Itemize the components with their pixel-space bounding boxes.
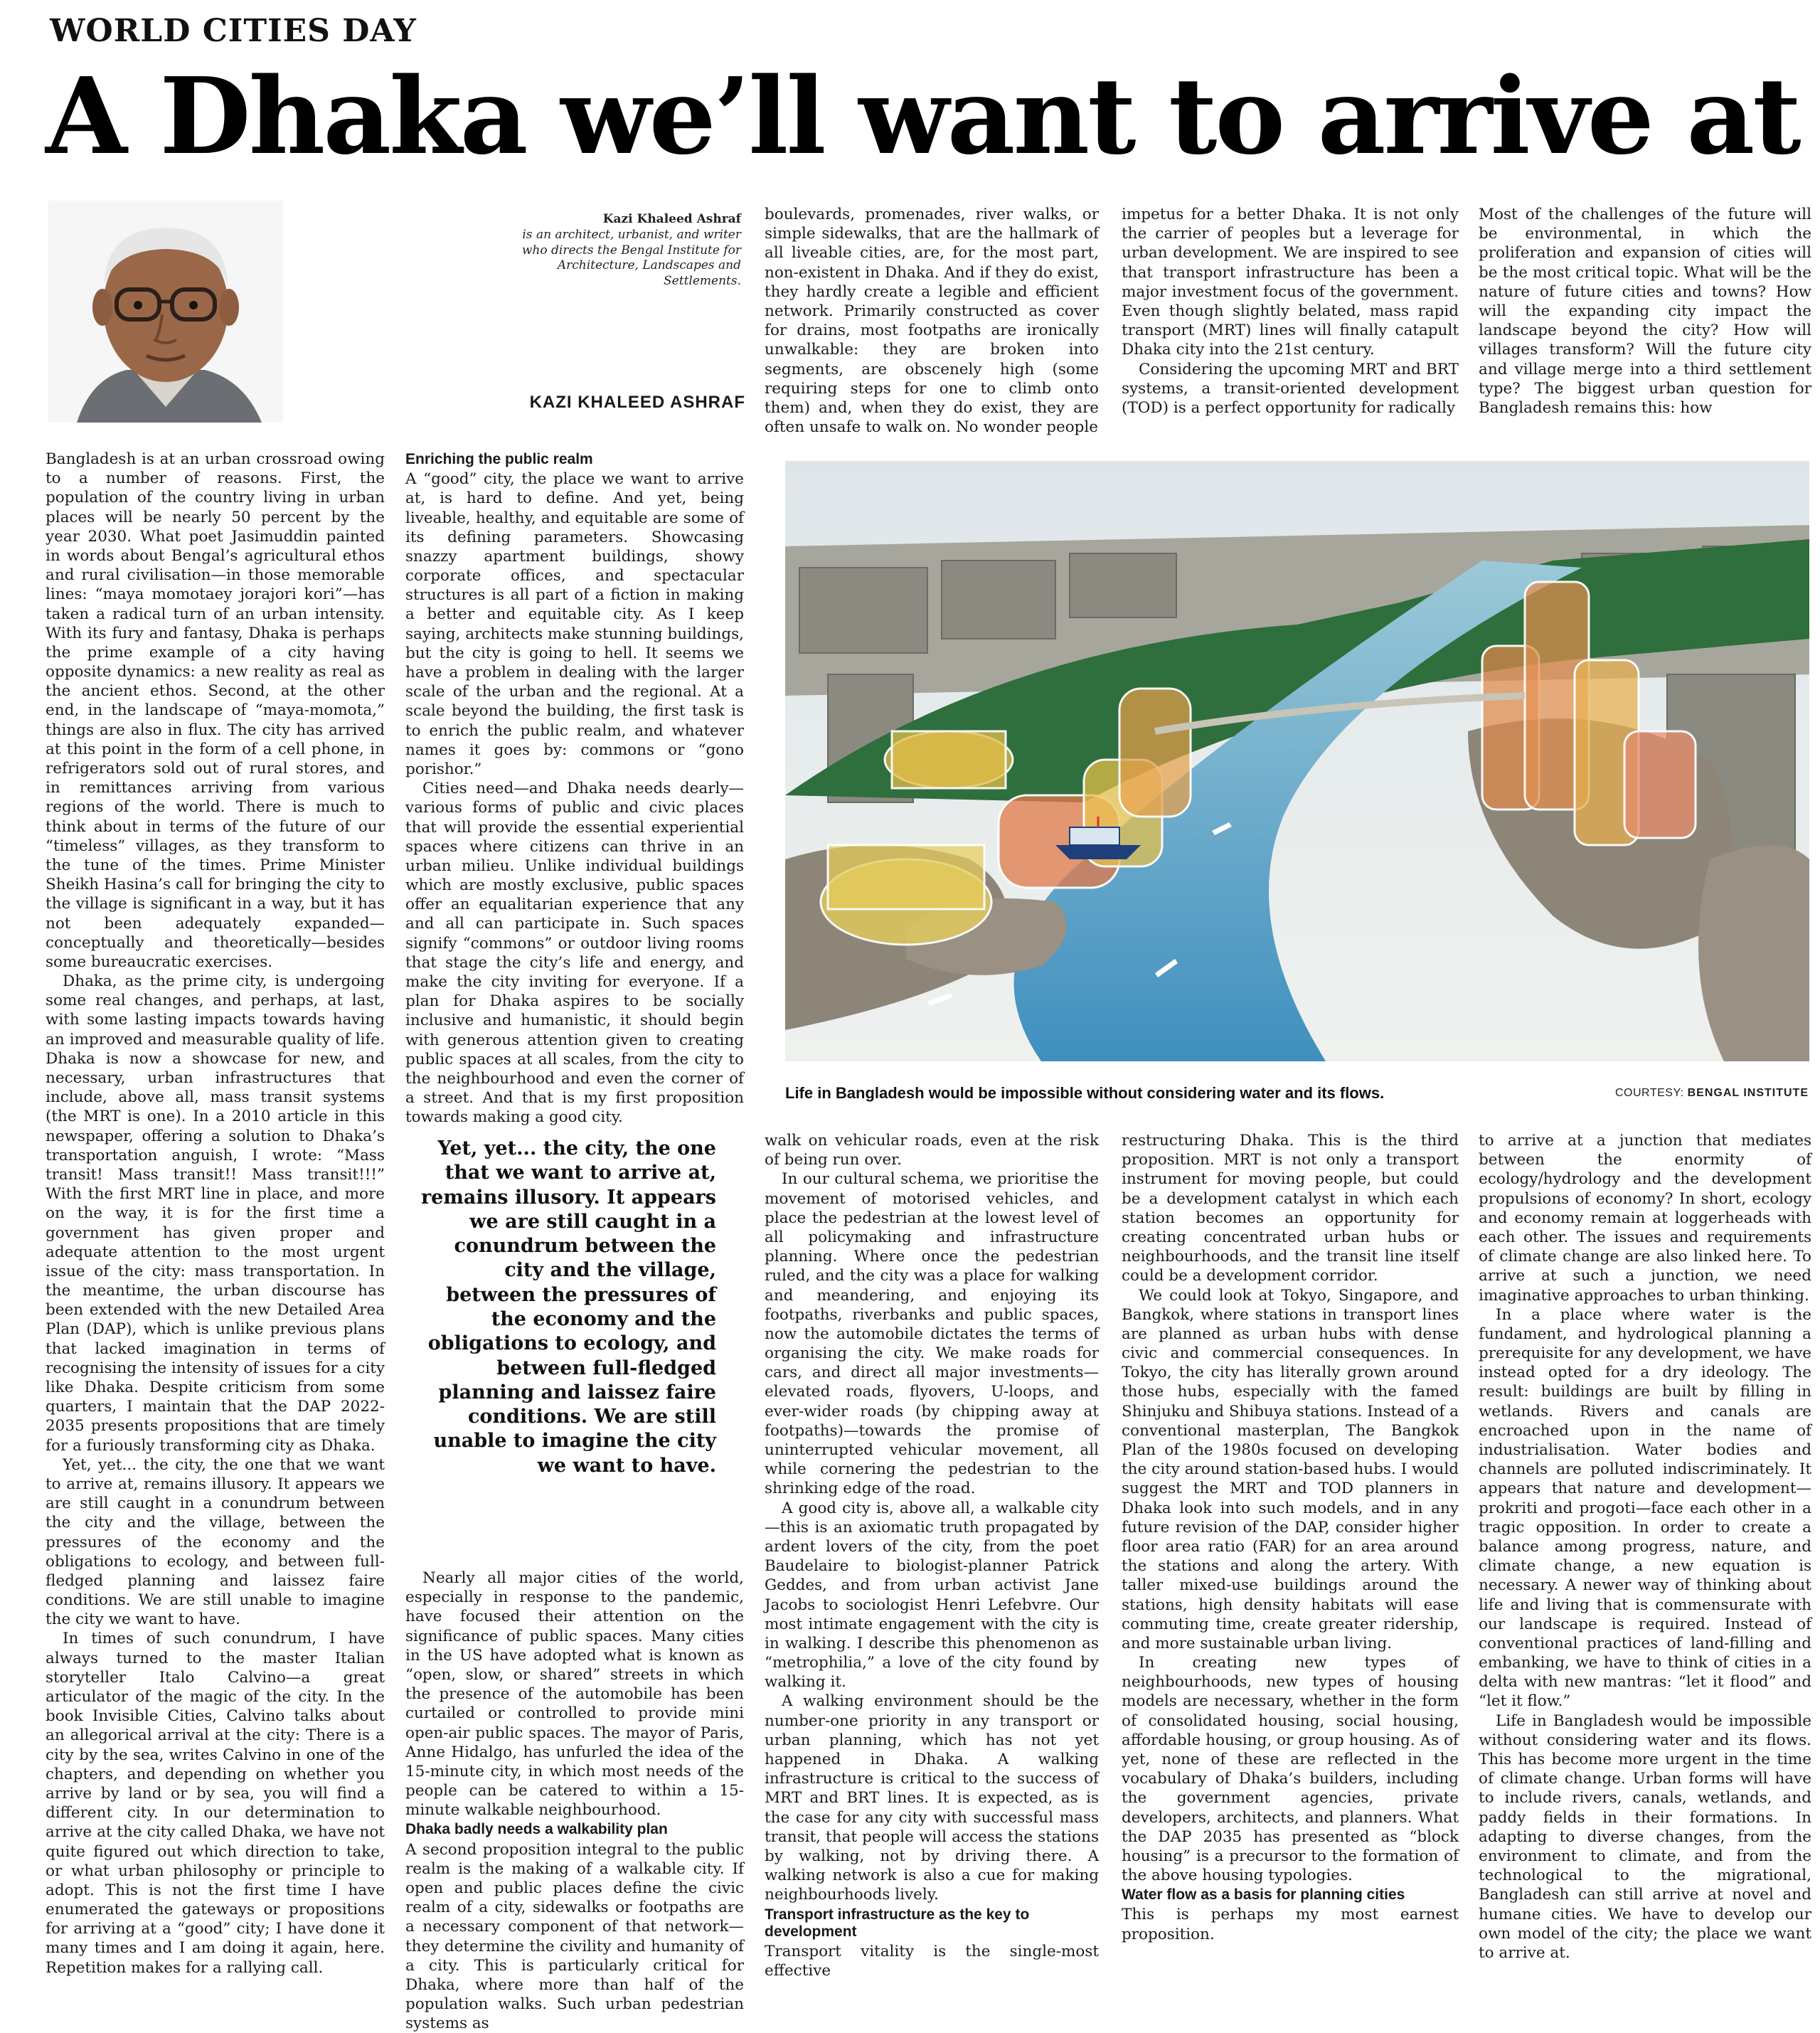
paragraph: In creating new types of neighbourhoods, new types of housing models are necessary, whether in the form of consolidated housing, social housing, affordable housing, or group housing. As of yet, none of these are reflected in the vocabulary of Dhaka’s builders, including the government agencies, private developers, architects, and planners. What the DAP 2035 has presented as “block housing” is a precursor to the formation of the above housing typologies. [1122,1654,1459,1885]
paragraph: restructuring Dhaka. This is the third proposition. MRT is not only a transport instrument for moving people, but could be a development catalyst in which each station becomes an opportunity for creating concentrated urban hubs or neighbourhoods, and the transit line itself could be a development corridor. [1122,1132,1459,1285]
subheading: Water flow as a basis for planning cities [1122,1886,1405,1904]
paragraph: Most of the challenges of the future will be environmental, in which the proliferation and expansion of cities will be the most critical topic. What will be the nature of future cities and towns? How will the expanding city impact the landscape beyond the city? How will villages transform? Will the future city and village merge into a third settlement type? The biggest urban question for Bangladesh remains this: how [1479,206,1811,417]
paragraph: This is perhaps my most earnest proposition. [1122,1906,1459,1943]
author-name: Kazi Khaleed Ashraf [602,212,741,226]
paragraph: In a place where water is the fundament, and hydrological planning a prerequisite for any development, we have instead opted for a dry ideology. The result: buildings are built by filling in wetlands. Rivers and canals are encroached upon in the name of industrialisation. Water bodies and channels are polluted indiscriminately. It appears that nature and development—prokriti and progoti—face each other in a tragic opposition. In order to create a balance among progress, nature, and climate change, a new equation is necessary. A newer way of thinking about life and living that is commensurate with our landscape is required. Instead of conventional practices of land-filling and embanking, we have to think of cities in a delta with new mantras: “let it flood” and “let it flow.” [1479,1305,1811,1711]
column-5-top [1479,205,1811,455]
paragraph: to arrive at a junction that mediates between the enormity of ecology/hydrology and the development propulsions of economy? In short, ecology and economy remain at loggerheads with each other. The issues and requirements of climate change are also linked here. To arrive at such a junction, we need imaginative approaches to urban thinking. [1479,1132,1811,1305]
subheading: Transport infrastructure as the key to development [765,1906,1030,1940]
paragraph: walk on vehicular roads, even at the risk of being run over. [765,1132,1099,1169]
subheading: Dhaka badly needs a walkability plan [405,1821,668,1838]
paragraph: Dhaka, as the prime city, is undergoing some real changes, and perhaps, at last, with some lasting impacts towards having an improved and measurable quality of life. Dhaka is now a showcase for new, and necessary, urban infrastructures that include, above all, mass transit systems (the MRT is one). In a 2010 article in this newspaper, offering a solution to Dhaka’s transportation anguish, I wrote: “Mass transit! Mass transit!! Mass transit!!!” With the first MRT line in place, and more on the way, it is for the first time a government has given proper and adequate attention to the most urgent issue of the city: mass transportation. In the meantime, the urban discourse has been extended with the new Detailed Area Plan (DAP), which is unlike previous plans that lacked imagination in terms of recognising the intensity of issues for a city like Dhaka. Despite criticism from some quarters, I maintain that the DAP 2022-2035 presents propositions that are timely for a furiously transforming city as Dhaka. [46,972,385,1455]
paragraph: We could look at Tokyo, Singapore, and Bangkok, where stations in transport lines are planned as urban hubs with dense civic and commercial consequences. In Tokyo, the city has literally grown around those hubs, especially with the famed Shinjuku and Shibuya stations. Instead of a conventional masterplan, The Bangkok Plan of the 1980s focused on developing the city around station-based hubs. I would suggest the MRT and TOD planners in Dhaka look into such models, and in any future revision of the DAP, consider higher floor area ratio (FAR) for an area around the stations and along the artery. With taller mixed-use buildings around the stations, high density habitats will ease commuting time, create greater ridership, and more sustainable urban living. [1122,1286,1459,1652]
column-5-bottom [1479,1131,1811,1962]
paragraph: Cities need—and Dhaka needs dearly—various forms of public and civic places that will provide the essential experiential spaces where citizens can thrive in an urban milieu. Unlike individual buildings which are mostly exclusive, public spaces offer an equalitarian experience that any and all can participate in. Such spaces signify “commons” or outdoor living rooms that stage the city’s life and energy, and make the city inviting for everyone. If a plan for Dhaka aspires to be socially inclusive and humanistic, it should begin with generous attention given to creating public spaces at all scales, from the city to the neighbourhood and even the corner of a street. And that is my first proposition towards making a good city. [405,780,744,1127]
subheading: Enriching the public realm [405,451,593,467]
author-description: is an architect, urbanist, and writer who directs the Bengal Institute for Architecture, Landscapes and Settlements. [521,227,741,288]
author-photo [48,201,283,423]
pull-quote: Yet, yet... the city, the one that we want to arrive at, remains illusory. It appears we are still caught in a conundrum between the city and the village, between the pressures of the economy and the obligations to ecology, and between full-fledged planning and laissez faire conditions. We are still unable to imagine the city we want to have. [420,1137,716,1477]
paragraph: A walking environment should be the number-one priority in any transport or urban planning, which has not yet happened in Dhaka. A walking infrastructure is critical to the success of MRT and BRT lines. It is expected, as is the case for any city with successful mass transit, that people will access the stations by walking, not by driving there. A walking network is also a cue for making neighbourhoods lively. [765,1692,1099,1904]
paragraph: In our cultural schema, we prioritise the movement of motorised vehicles, and place the pedestrian at the lowest level of all policymaking and infrastructure planning. Where once the pedestrian ruled, and the city was a place for walking and meandering, and enjoying its footpaths, riverbanks and public spaces, now the automobile dictates the terms of organising the city. We make roads for cars, and direct all major investments—elevated roads, flyovers, U-loops, and ever-wider roads (by chipping away at footpaths)—towards the promise of uninterrupted vehicular movement, all while cornering the pedestrian to the shrinking edge of the road. [765,1170,1099,1498]
image-caption: Life in Bangladesh would be impossible without considering water and its flows. [785,1084,1385,1102]
paragraph: A “good” city, the place we want to arrive at, is hard to define. And yet, being liveable, healthy, and equitable are some of its defining parameters. Showcasing snazzy apartment buildings, showy corporate offices, and spectacular structures is all part of a fiction in making a better and equitable city. As I keep saying, architects make stunning buildings, but the city is going to hell. It seems we have a problem in dealing with the larger scale of the urban and the regional. At a scale beyond the building, the first task is to enrich the public realm, and whatever names it goes by: commons or “gono porishor.” [405,470,744,778]
column-2-bottom [405,1568,744,2033]
author-bio [512,212,741,290]
column-4-bottom [1122,1131,1459,1958]
image-credit [1615,1087,1809,1100]
byline: KAZI KHALEED ASHRAF [529,393,745,412]
paragraph: Nearly all major cities of the world, especially in response to the pandemic, have focused their attention on the significance of public spaces. Many cities in the US have adopted what is known as “open, slow, or shared” streets in which the presence of the automobile has been curtailed or controlled to provide mini open-air public spaces. The mayor of Paris, Anne Hidalgo, has unfurled the idea of the 15-minute city, in which most needs of the people can be catered to within a 15-minute walkable neighbourhood. [405,1569,744,1820]
credit-label: COURTESY: [1615,1087,1684,1099]
kicker: WORLD CITIES DAY [50,13,417,49]
paragraph: boulevards, promenades, river walks, or simple sidewalks, that are the hallmark of all liveable cities, are, for the most part, non-existent in Dhaka. And if they do exist, they hardly create a legible and efficient network. Primarily constructed as cover for drains, most footpaths are ironically unwalkable: they are broken into segments, are obscenely high (some requiring steps for one to climb onto them) and, when they do exist, they are often unsafe to walk on. No wonder people [765,206,1099,437]
paragraph: Considering the upcoming MRT and BRT systems, a transit-oriented development (TOD) is a perfect opportunity for radically [1122,360,1459,417]
paragraph: impetus for a better Dhaka. It is not only the carrier of peoples but a leverage for urban development. We are inspired to see that transport infrastructure has been a major investment focus of the government. Even though slightly belated, mass rapid transport (MRT) lines will finally catapult Dhaka city into the 21st century. [1122,206,1459,359]
credit-source: BENGAL INSTITUTE [1687,1087,1809,1099]
paragraph: In times of such conundrum, I have always turned to the master Italian storyteller Italo Calvino—a great articulator of the magic of the city. In the book Invisible Cities, Calvino talks about an allegorical arrival at the city: There is a city by the sea, writes Calvino in one of the chapters, and depending on whether you arrive by land or by sea, you will find a different city. In our determination to arrive at the city called Dhaka, we have not quite figured out which direction to take, or what urban philosophy or principle to adopt. This is not the first time I have enumerated the gateways or propositions for arriving at a “good” city; I have done it many times and I am doing it again, here. Repetition makes for a rallying call. [46,1630,385,1977]
headline: A Dhaka we’ll want to arrive at [46,54,1799,178]
column-3-bottom [765,1131,1099,1980]
paragraph: Transport vitality is the single-most effective [765,1942,1099,1980]
paragraph: A good city is, above all, a walkable city—this is an axiomatic truth propagated by ardent lovers of the city, from the poet Baudelaire to biologist-planner Patrick Geddes, and from urban activist Jane Jacobs to sociologist Henri Lefebvre. Our most intimate engagement with the city is in walking. I describe this phenomenon as “metrophilia,” a love of the city found by walking it. [765,1499,1099,1692]
column-4-top [1122,205,1459,455]
paragraph: Life in Bangladesh would be impossible without considering water and its flows. This has become more urgent in the time of climate change. Urban forms will have to include rivers, canals, wetlands, and paddy fields in their formations. In adapting to diverse changes, from the environment to climate, and from the technological to the migrational, Bangladesh can still arrive at novel and humane cities. We have to develop our own model of the city; the place we want to arrive at. [1479,1711,1811,1962]
paragraph: Bangladesh is at an urban crossroad owing to a number of reasons. First, the population of the country living in urban places will be nearly 50 percent by the year 2030. What poet Jasimuddin painted in words about Bengal’s agricultural ethos and rural civilisation—in those memorable lines: “maya momotaey jorajori kori”—has taken a radical turn of an urban intensity. With its fury and fantasy, Dhaka is perhaps the prime example of a city having opposite dynamics: a new reality as real as the ancient ethos. Second, at the other end, in the landscape of “maya-momota,” things are also in flux. The city has arrived at this point in the form of a cell phone, in refrigerators sold out of rural stores, and in remittances arriving from various regions of the world. There is much to think about in terms of the future of our “timeless” villages, as they transform to the tune of the times. Prime Minister Sheikh Hasina’s call for bringing the city to the village is significant in a way, but it has not been adequately expanded—conceptually and theoretically—besides some bureaucratic exercises. [46,450,385,971]
column-2-top [405,450,744,1127]
paragraph: Yet, yet... the city, the one that we want to arrive at, remains illusory. It appears we are still caught in a conundrum between the city and the village, between the pressures of the economy and the obligations to ecology, and between full-fledged planning and laissez faire conditions. We are still unable to imagine the city we want to have. [46,1455,385,1629]
column-1 [46,450,385,1977]
paragraph: A second proposition integral to the public realm is the making of a walkable city. If open and public places define the civic realm of a city, sidewalks or footpaths are a necessary component of that network—they determine the civility and humanity of a city. This is particularly critical for Dhaka, where more than half of the population walks. Such urban pedestrian systems as [405,1840,744,2033]
city-river-illustration [785,461,1809,1061]
column-3-top [765,205,1099,455]
